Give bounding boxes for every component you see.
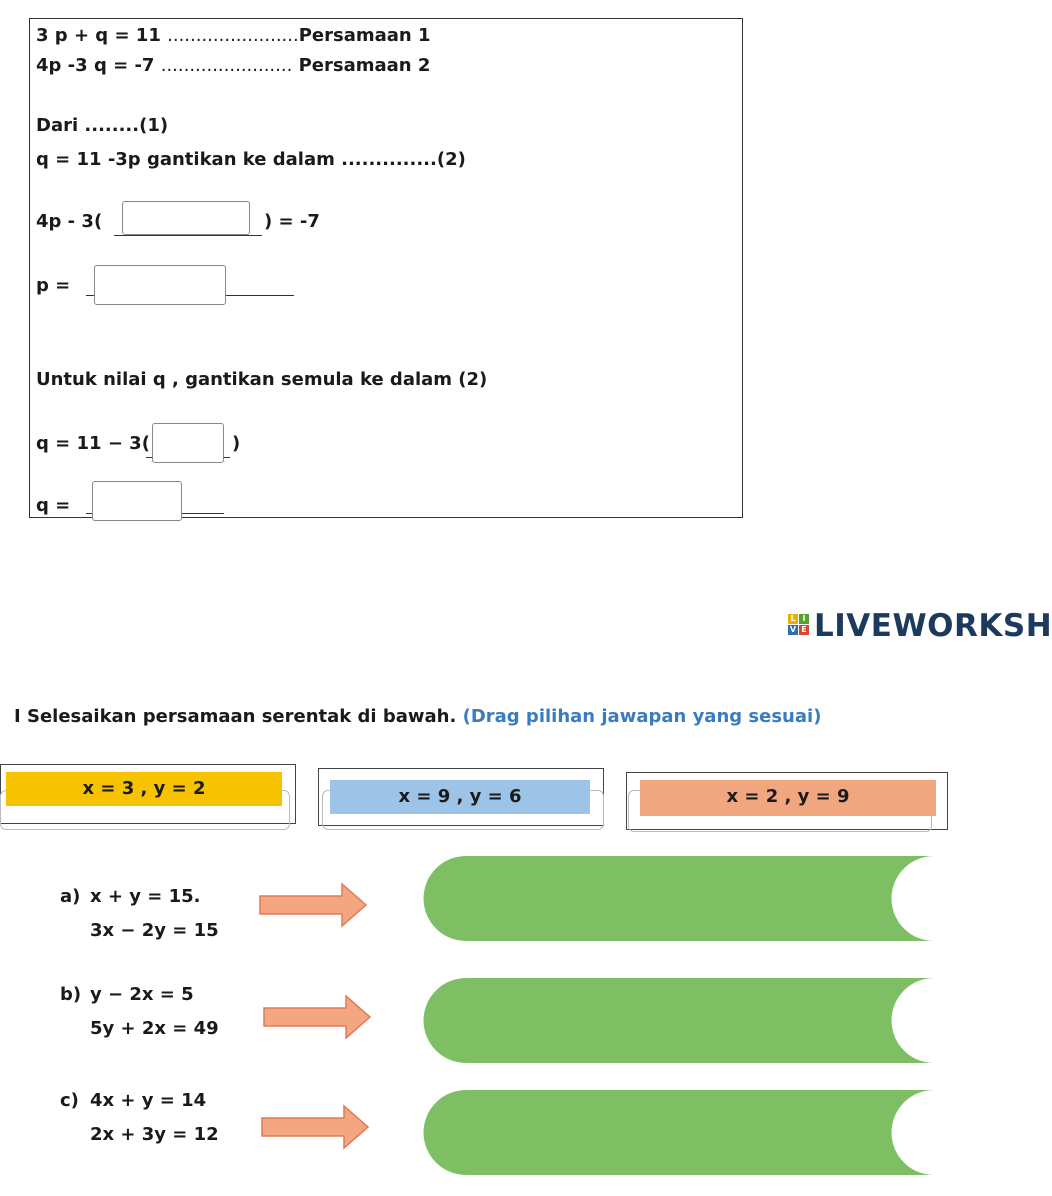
step1-blank-input[interactable] xyxy=(122,201,250,235)
logo-text: LIVEWORKSH xyxy=(814,608,1052,644)
question-a-letter: a) xyxy=(60,886,81,907)
answer-tile-x9-y6[interactable]: x = 9 , y = 6 xyxy=(330,780,590,814)
question-c-eq2: 2x + 3y = 12 xyxy=(90,1124,219,1145)
arrow-right-icon xyxy=(260,1102,370,1152)
step1-underline xyxy=(114,235,262,236)
question-a-eq2: 3x − 2y = 15 xyxy=(90,920,219,941)
answer-drop-zone-c[interactable] xyxy=(424,1090,934,1175)
instruction-text: Selesaikan persamaan serentak di bawah. xyxy=(26,706,457,727)
logo-icon: L I V E xyxy=(788,614,810,636)
answer-drop-zone-b[interactable] xyxy=(424,978,934,1063)
question-a-eq1: x + y = 15. xyxy=(90,886,201,907)
answer-tile-x3-y2[interactable]: x = 3 , y = 2 xyxy=(6,772,282,806)
dari-line: Dari ........(1) xyxy=(36,115,169,136)
instruction-hint: (Drag pilihan jawapan yang sesuai) xyxy=(462,706,822,727)
instruction xyxy=(14,706,821,727)
arrow-right-icon xyxy=(262,992,372,1042)
worked-example-box xyxy=(29,18,743,518)
step1-left: 4p - 3( xyxy=(36,211,103,232)
answer-tile-x2-y9[interactable]: x = 2 , y = 9 xyxy=(640,780,936,816)
question-b-letter: b) xyxy=(60,984,82,1005)
instruction-marker: I xyxy=(14,706,21,727)
equation-1: 3 p + q = 11 .......................Persamaan 1 xyxy=(36,25,431,46)
arrow-right-icon xyxy=(258,880,368,930)
untuk-line: Untuk nilai q , gantikan semula ke dalam (2) xyxy=(36,369,488,390)
step2-blank-input[interactable] xyxy=(94,265,226,305)
step3-blank-input[interactable] xyxy=(152,423,224,463)
substitution-line: q = 11 -3p gantikan ke dalam ..............(2) xyxy=(36,149,466,170)
answer-drop-zone-a[interactable] xyxy=(424,856,934,941)
question-b-eq1: y − 2x = 5 xyxy=(90,984,194,1005)
step3-left: q = 11 − 3( xyxy=(36,433,150,454)
step3-right: ) xyxy=(232,433,241,454)
equation-2: 4p -3 q = -7 ....................... Persamaan 2 xyxy=(36,55,431,76)
step4-blank-input[interactable] xyxy=(92,481,182,521)
step4-left: q = xyxy=(36,495,71,516)
step2-left: p = xyxy=(36,275,71,296)
question-c-letter: c) xyxy=(60,1090,79,1111)
question-c-eq1: 4x + y = 14 xyxy=(90,1090,207,1111)
question-b-eq2: 5y + 2x = 49 xyxy=(90,1018,219,1039)
step1-right: ) = -7 xyxy=(264,211,320,232)
